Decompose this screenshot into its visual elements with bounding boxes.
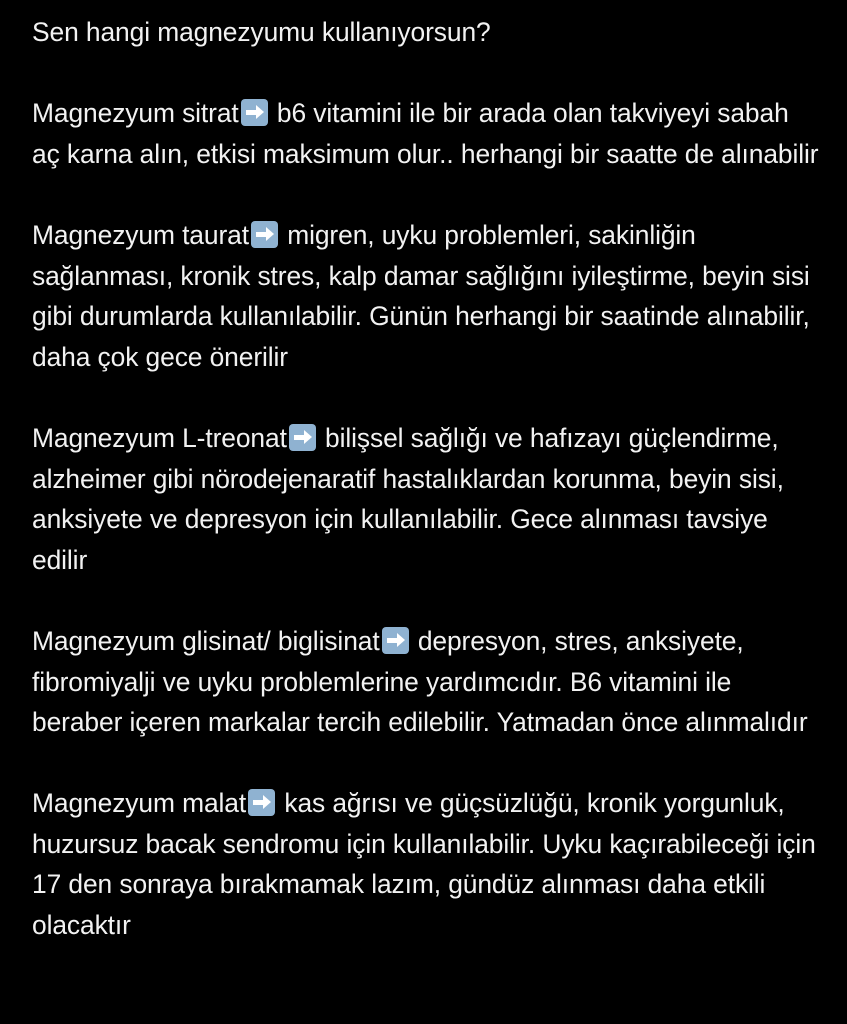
item-description: migren, uyku problemleri, sakinliğin sağlanması, kronik stres, kalp damar sağlığını iyileştirme, beyin sisi gibi durumlarda kullanılabilir. Günün herhangi bir saatinde alınabilir, daha çok gece önerilir bbox=[32, 219, 810, 372]
list-item-magnesium-glycinate bbox=[32, 621, 822, 743]
right-arrow-icon bbox=[241, 99, 268, 126]
item-description: kas ağrısı ve güçsüzlüğü, kronik yorgunluk, huzursuz bacak sendromu için kullanılabilir. Uyku kaçırabileceği için 17 den sonraya bırakmamak lazım, gündüz alınması daha etkili olacaktır bbox=[32, 788, 816, 941]
note-text-body bbox=[32, 12, 822, 986]
item-name: Magnezyum taurat bbox=[32, 219, 249, 250]
item-name: Magnezyum L-treonat bbox=[32, 422, 287, 453]
list-item-magnesium-citrate bbox=[32, 93, 822, 174]
item-description: b6 vitamini ile bir arada olan takviyeyi sabah aç karna alın, etkisi maksimum olur.. herhangi bir saatte de alınabilir bbox=[32, 98, 819, 169]
item-name: Magnezyum malat bbox=[32, 788, 247, 819]
list-item-magnesium-malate bbox=[32, 783, 822, 945]
right-arrow-icon bbox=[289, 424, 316, 451]
right-arrow-icon bbox=[251, 221, 278, 248]
right-arrow-icon bbox=[248, 789, 275, 816]
item-name: Magnezyum glisinat/ biglisinat bbox=[32, 625, 380, 656]
item-name: Magnezyum sitrat bbox=[32, 98, 239, 129]
right-arrow-icon bbox=[382, 627, 409, 654]
list-item-magnesium-l-threonate bbox=[32, 418, 822, 580]
intro-question: Sen hangi magnezyumu kullanıyorsun? bbox=[32, 17, 491, 47]
list-item-magnesium-taurate bbox=[32, 215, 822, 377]
item-description: depresyon, stres, anksiyete, fibromiyalji ve uyku problemlerine yardımcıdır. B6 vitamini ile beraber içeren markalar tercih edilebilir. Yatmadan önce alınmalıdır bbox=[32, 625, 808, 738]
item-description: bilişsel sağlığı ve hafızayı güçlendirme, alzheimer gibi nörodejenaratif hastalıklardan korunma, beyin sisi, anksiyete ve depresyon için kullanılabilir. Gece alınması tavsiye edilir bbox=[32, 422, 784, 575]
